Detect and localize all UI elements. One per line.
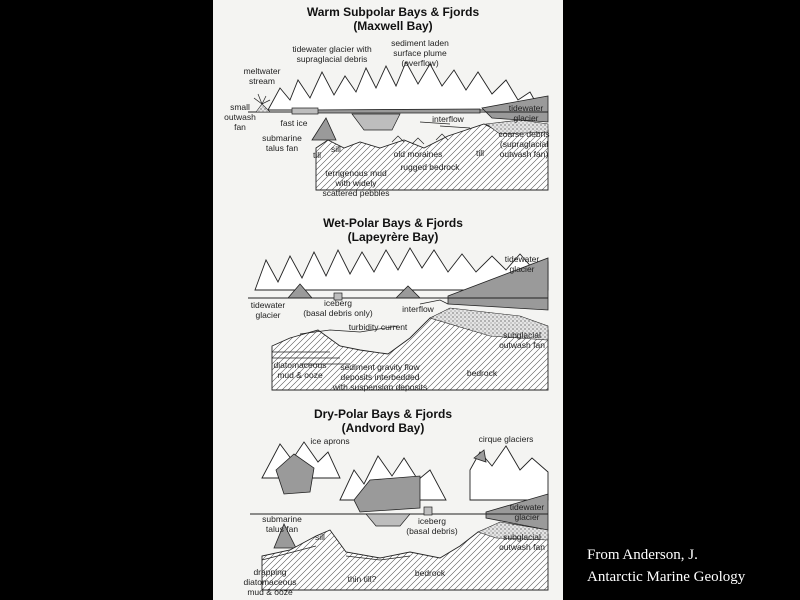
label-subglacial-1: subglacial	[503, 532, 541, 542]
label-tidewater-1: tidewater	[508, 103, 544, 113]
label-plume-1: sediment laden	[391, 38, 449, 48]
label-tidewater-1: tidewater	[509, 502, 545, 512]
label-draping-1: drapping	[253, 567, 287, 577]
panel-wet-title: Wet-Polar Bays & Fjords	[323, 216, 463, 230]
label-ice-aprons: ice aprons	[310, 436, 350, 446]
label-till-right: till	[475, 148, 485, 158]
label-tidewater-debris-1: tidewater glacier with	[292, 44, 372, 54]
label-fast-ice: fast ice	[280, 118, 308, 128]
label-subglacial-2: outwash fan	[499, 340, 545, 350]
label-iceberg-2: (basal debris)	[406, 526, 458, 536]
label-bedrock: bedrock	[466, 368, 498, 378]
label-diatom-2: mud & ooze	[277, 370, 323, 380]
label-coarse-2: (supraglacial	[499, 139, 549, 149]
label-talus-1: submarine	[262, 133, 302, 143]
label-meltwater-1: meltwater	[243, 66, 281, 76]
label-plume-2: surface plume	[393, 48, 447, 58]
label-talus-1: submarine	[262, 514, 302, 524]
label-moraines: old moraines	[393, 149, 443, 159]
surface-plume	[300, 109, 480, 113]
credit-source: Antarctic Marine Geology	[587, 569, 746, 585]
label-outwash-3: fan	[234, 122, 246, 132]
label-cirque: cirque glaciers	[478, 434, 534, 444]
label-draping-3: mud & ooze	[247, 587, 293, 597]
label-draping-2: diatomaceous	[243, 577, 297, 587]
label-bedrock: rugged bedrock	[400, 162, 460, 172]
panel-wet-subtitle: (Lapeyrère Bay)	[347, 230, 439, 244]
label-bedrock: bedrock	[414, 568, 446, 578]
label-talus-2: talus fan	[265, 143, 299, 153]
label-sill: sill	[331, 144, 341, 154]
label-gravity-3: with suspension deposits	[332, 382, 428, 392]
label-coarse-1: coarse debris	[498, 129, 550, 139]
label-mud-2: with widely	[335, 178, 377, 188]
label-gravity-1: sediment gravity flow	[340, 362, 420, 372]
label-interflow: interflow	[402, 304, 434, 314]
label-gravity-2: deposits interbedded	[340, 372, 420, 382]
label-plume-3: (overflow)	[401, 58, 439, 68]
label-iceberg-2: (basal debris only)	[303, 308, 373, 318]
label-coarse-3: outwash fan)	[499, 149, 549, 159]
panel-warm-title: Warm Subpolar Bays & Fjords	[306, 5, 480, 19]
label-tidewater-l-2: glacier	[255, 310, 281, 320]
label-tidewater-2: glacier	[513, 113, 539, 123]
label-mud-1: terrigenous mud	[325, 168, 387, 178]
label-tidewater-r-1: tidewater	[504, 254, 540, 264]
label-thin-till: thin till?	[347, 574, 377, 584]
fast-ice	[292, 108, 318, 114]
iceberg	[424, 507, 432, 515]
panel-dry-subtitle: (Andvord Bay)	[341, 421, 425, 435]
label-iceberg-1: iceberg	[418, 516, 446, 526]
label-tidewater-debris-2: supraglacial debris	[296, 54, 368, 64]
label-turbidity: turbidity current	[348, 322, 408, 332]
label-outwash-2: outwash	[224, 112, 256, 122]
label-subglacial-1: subglacial	[503, 330, 541, 340]
label-meltwater-2: stream	[249, 76, 275, 86]
label-iceberg-1: iceberg	[324, 298, 352, 308]
label-tidewater-l-1: tidewater	[250, 300, 286, 310]
label-interflow: interflow	[432, 114, 464, 124]
label-mud-3: scattered pebbles	[322, 188, 390, 198]
panel-warm-subtitle: (Maxwell Bay)	[353, 19, 433, 33]
label-tidewater-2: glacier	[514, 512, 540, 522]
label-subglacial-2: outwash fan	[499, 542, 545, 552]
panel-dry-title: Dry-Polar Bays & Fjords	[313, 407, 453, 421]
credit-author: From Anderson, J.	[587, 547, 698, 563]
label-outwash-1: small	[230, 102, 250, 112]
label-talus-2: talus fan	[265, 524, 299, 534]
label-diatom-1: diatomaceous	[273, 360, 327, 370]
label-till-left: till	[312, 150, 322, 160]
label-tidewater-r-2: glacier	[509, 264, 535, 274]
label-sill: sill	[315, 532, 325, 542]
